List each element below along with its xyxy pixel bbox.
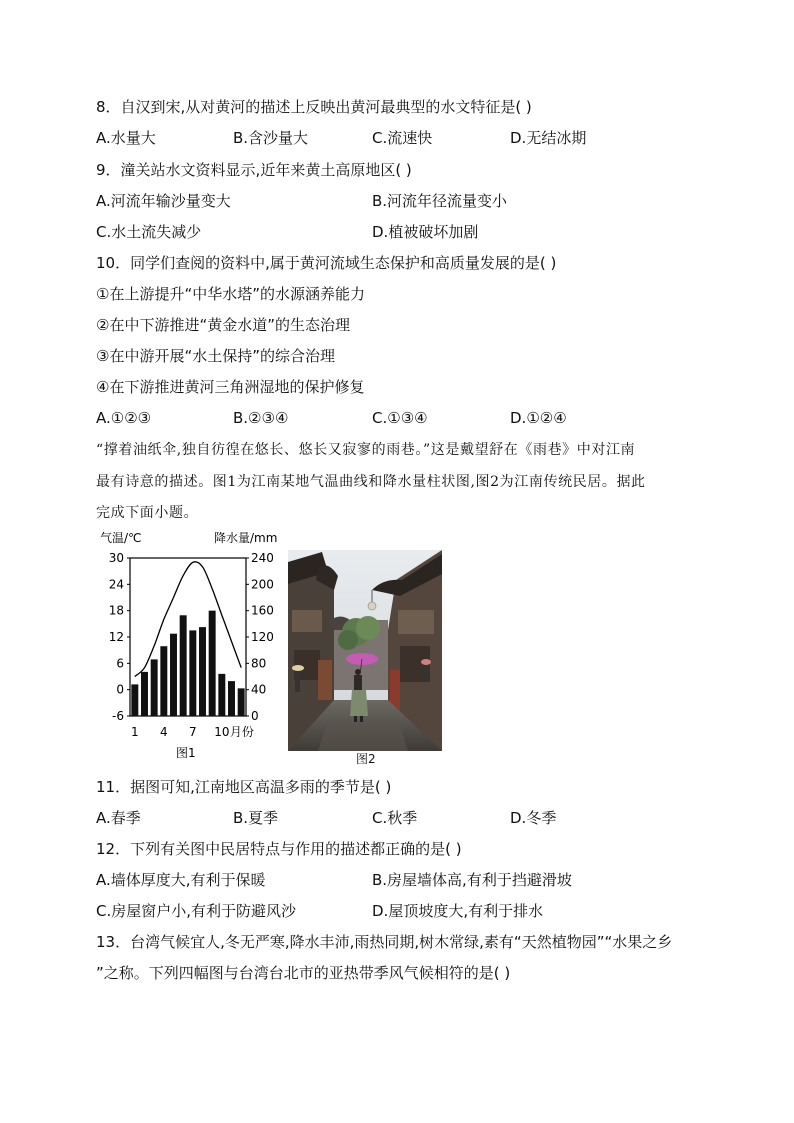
q9-stem: 9．潼关站水文资料显示,近年来黄土高原地区( ) [96,161,412,179]
x-tick-label: 1 [131,725,139,739]
figure2-caption: 图2 [356,752,376,766]
precipitation-bar [209,611,216,716]
q10-stem: 10．同学们查阅的资料中,属于黄河流域生态保护和高质量发展的是( ) [96,254,557,272]
y-right-axis-label: 降水量/mm [214,532,278,545]
y-left-axis-label: 气温/℃ [100,532,142,545]
right-tick-label: 120 [251,630,274,644]
left-tick-label: 6 [116,656,124,671]
q9-option-a: A.河流年输沙量变大 [96,192,231,210]
precipitation-bar [141,672,148,716]
precipitation-bar [228,681,235,716]
q10-item-3: ③在中游开展“水土保持”的综合治理 [96,347,335,365]
x-tick-label: 7 [189,725,197,739]
left-tick-label: 30 [108,551,124,565]
q12-option-b: B.房屋墙体高,有利于挡避滑坡 [372,871,572,889]
q13-stem-line-1: 13．台湾气候宜人,冬无严寒,降水丰沛,雨热同期,树木常绿,素有“天然植物园”“水果之乡 [96,933,673,951]
q13-stem-line-2: ”之称。下列四幅图与台湾台北市的亚热带季风气候相符的是( ) [96,964,511,982]
q10-option-a: A.①②③ [96,409,152,427]
traditional-dwelling-photo [288,550,442,751]
q12-option-c: C.房屋窗户小,有利于防避风沙 [96,902,297,920]
q12-option-d: D.屋顶坡度大,有利于排水 [372,902,544,920]
precipitation-bar [131,684,138,716]
right-tick-label: 40 [251,682,267,697]
x-axis-unit: 月份 [229,725,254,739]
q11-option-d: D.冬季 [510,809,557,827]
q8-option-c: C.流速快 [372,129,433,147]
q8-option-a: A.水量大 [96,129,156,147]
q10-item-4: ④在下游推进黄河三角洲湿地的保护修复 [96,378,365,396]
x-tick-label: 4 [160,725,168,739]
q11-option-a: A.春季 [96,809,141,827]
precipitation-bar [180,615,187,716]
q10-option-d: D.①②④ [510,409,567,427]
q9-option-c: C.水土流失减少 [96,223,202,241]
passage-line-2: 最有诗意的描述。图1为江南某地气温曲线和降水量柱状图,图2为江南传统民居。据此 [96,474,646,490]
q9-option-b: B.河流年径流量变小 [372,192,508,210]
q8-stem: 8．自汉到宋,从对黄河的描述上反映出黄河最典型的水文特征是( ) [96,98,532,116]
precipitation-bar [170,634,177,716]
left-tick-label: 18 [108,603,124,618]
left-tick-label: 0 [116,682,124,697]
q9-option-d: D.植被破坏加剧 [372,223,479,241]
climate-chart [96,532,286,768]
precipitation-bar [160,646,167,716]
q11-option-b: B.夏季 [233,809,279,827]
precipitation-bar [218,674,225,716]
q10-option-b: B.②③④ [233,409,289,427]
right-tick-label: 0 [251,709,259,723]
precipitation-bar [189,630,196,716]
q12-option-a: A.墙体厚度大,有利于保暖 [96,871,266,889]
q10-option-c: C.①③④ [372,409,428,427]
right-tick-label: 80 [251,656,267,671]
precipitation-bar [151,659,158,716]
figure1-caption: 图1 [176,746,196,760]
q8-option-d: D.无结冰期 [510,129,587,147]
left-tick-label: 24 [108,577,124,592]
q12-stem: 12．下列有关图中民居特点与作用的描述都正确的是( ) [96,840,462,858]
precipitation-bar [238,688,245,716]
q10-item-1: ①在上游提升“中华水塔”的水源涵养能力 [96,285,365,303]
right-tick-label: 240 [251,551,274,565]
x-tick-label: 10 [214,725,230,739]
q11-option-c: C.秋季 [372,809,418,827]
q10-item-2: ②在中下游推进“黄金水道”的生态治理 [96,316,350,334]
left-tick-label: 12 [108,630,124,644]
right-tick-label: 160 [251,603,274,618]
passage-line-3: 完成下面小题。 [96,505,199,521]
left-tick-label: -6 [112,709,124,723]
q11-stem: 11．据图可知,江南地区高温多雨的季节是( ) [96,778,392,796]
right-tick-label: 200 [251,577,274,592]
q8-option-b: B.含沙量大 [233,129,309,147]
temperature-curve [135,562,241,677]
passage-line-1: “撑着油纸伞,独自彷徨在悠长、悠长又寂寥的雨巷。”这是戴望舒在《雨巷》中对江南 [96,442,636,458]
precipitation-bar [199,627,206,716]
